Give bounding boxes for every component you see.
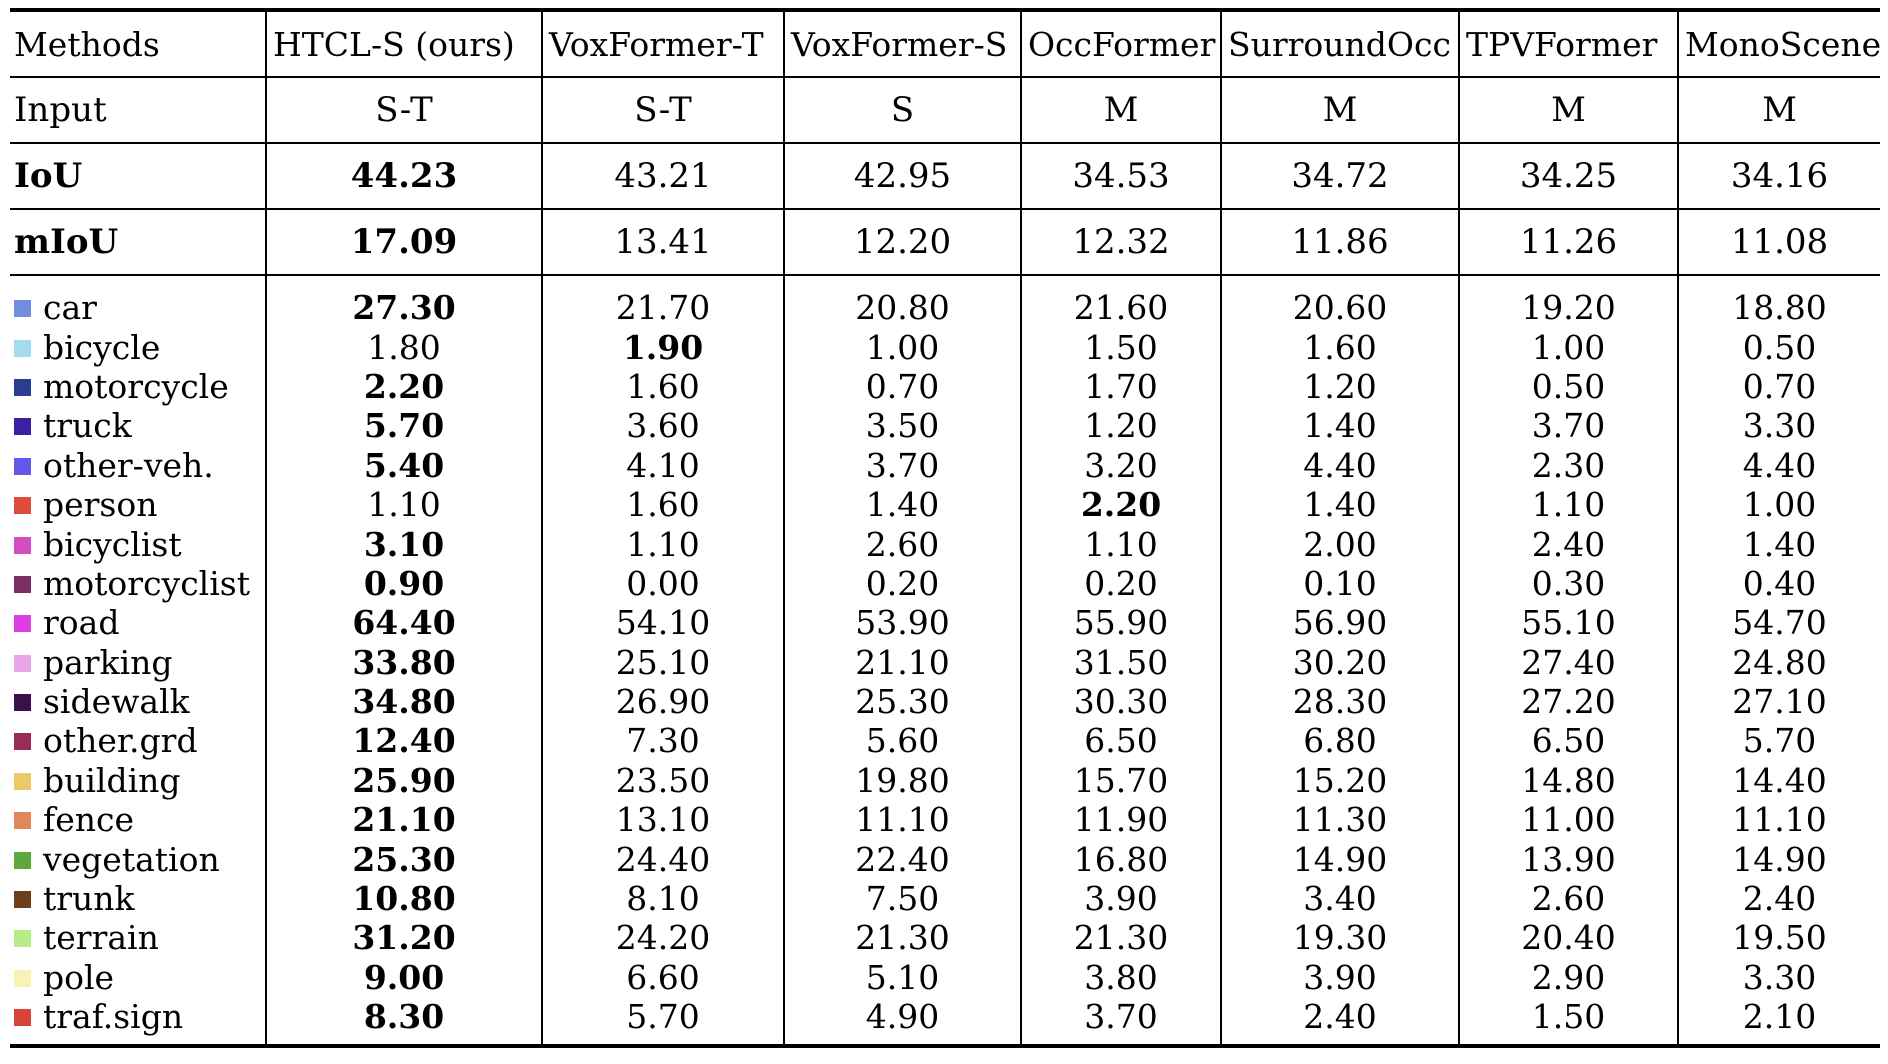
table-cell: 1.60: [542, 485, 784, 524]
table-cell: 2.40: [1678, 879, 1880, 918]
class-row: [10, 682, 1880, 721]
table-cell: 22.40: [784, 839, 1021, 878]
table-cell: M: [1221, 77, 1459, 143]
row-label: IoU: [10, 143, 266, 209]
class-row: [10, 879, 1880, 918]
table-cell: 1.40: [784, 485, 1021, 524]
class-name: traf.sign: [43, 997, 184, 1037]
results-table: [10, 8, 1880, 1048]
class-color-swatch: [14, 733, 31, 750]
method-header: OccFormer: [1021, 10, 1221, 77]
table-cell: 21.70: [542, 275, 784, 327]
table-cell: 16.80: [1021, 839, 1221, 878]
class-color-swatch: [14, 576, 31, 593]
table-cell: 64.40: [266, 603, 542, 642]
table-cell: 5.40: [266, 446, 542, 485]
table-cell: 0.20: [1021, 564, 1221, 603]
class-color-swatch: [14, 852, 31, 869]
table-cell: 2.30: [1459, 446, 1678, 485]
class-label-cell: [10, 997, 266, 1046]
table-cell: 2.20: [1021, 485, 1221, 524]
table-cell: 0.00: [542, 564, 784, 603]
method-header: VoxFormer-T: [542, 10, 784, 77]
input-row: [10, 77, 1880, 143]
class-label-cell: [10, 839, 266, 878]
table-cell: 7.30: [542, 721, 784, 760]
table-cell: 18.80: [1678, 275, 1880, 327]
table-cell: 0.70: [784, 367, 1021, 406]
class-color-swatch: [14, 458, 31, 475]
table-cell: 2.10: [1678, 997, 1880, 1046]
table-cell: 3.70: [1021, 997, 1221, 1046]
table-cell: 11.00: [1459, 800, 1678, 839]
table-cell: 34.53: [1021, 143, 1221, 209]
table-cell: 0.50: [1459, 367, 1678, 406]
table-cell: 1.80: [266, 327, 542, 366]
table-cell: 42.95: [784, 143, 1021, 209]
table-cell: 1.60: [1221, 327, 1459, 366]
table-cell: 25.30: [266, 839, 542, 878]
table-cell: 10.80: [266, 879, 542, 918]
table-cell: 6.60: [542, 958, 784, 997]
table-cell: 34.80: [266, 682, 542, 721]
class-label-cell: [10, 406, 266, 445]
table-cell: 2.40: [1459, 524, 1678, 563]
table-cell: 3.10: [266, 524, 542, 563]
table-cell: 1.40: [1221, 485, 1459, 524]
table-cell: 3.90: [1021, 879, 1221, 918]
class-name: vegetation: [43, 839, 220, 879]
table-cell: 19.80: [784, 761, 1021, 800]
class-label-cell: [10, 879, 266, 918]
table-cell: 4.10: [542, 446, 784, 485]
class-row: [10, 485, 1880, 524]
table-cell: 30.30: [1021, 682, 1221, 721]
table-cell: 7.50: [784, 879, 1021, 918]
table-cell: 33.80: [266, 643, 542, 682]
table-cell: 17.09: [266, 209, 542, 275]
table-cell: 2.90: [1459, 958, 1678, 997]
class-color-swatch: [14, 773, 31, 790]
table-cell: 11.26: [1459, 209, 1678, 275]
table-cell: 1.40: [1221, 406, 1459, 445]
table-cell: 2.40: [1221, 997, 1459, 1046]
class-row: [10, 643, 1880, 682]
table-cell: 15.70: [1021, 761, 1221, 800]
class-row: [10, 327, 1880, 366]
table-cell: 26.90: [542, 682, 784, 721]
table-cell: 2.60: [1459, 879, 1678, 918]
table-cell: 1.00: [1459, 327, 1678, 366]
class-row: [10, 800, 1880, 839]
table-cell: 34.16: [1678, 143, 1880, 209]
table-cell: 14.90: [1221, 839, 1459, 878]
class-name: sidewalk: [43, 682, 190, 722]
table-cell: 1.40: [1678, 524, 1880, 563]
class-label-cell: [10, 564, 266, 603]
table-cell: 27.40: [1459, 643, 1678, 682]
table-cell: S-T: [266, 77, 542, 143]
class-label-cell: [10, 721, 266, 760]
table-cell: 0.90: [266, 564, 542, 603]
table-cell: 1.00: [1678, 485, 1880, 524]
table-cell: 4.90: [784, 997, 1021, 1046]
table-cell: 27.10: [1678, 682, 1880, 721]
class-row: [10, 446, 1880, 485]
table-cell: 14.90: [1678, 839, 1880, 878]
table-cell: S-T: [542, 77, 784, 143]
class-color-swatch: [14, 379, 31, 396]
table-cell: 3.70: [784, 446, 1021, 485]
table-cell: 2.20: [266, 367, 542, 406]
class-name: truck: [43, 406, 132, 446]
table-cell: 11.86: [1221, 209, 1459, 275]
class-name: parking: [43, 642, 173, 682]
class-row: [10, 603, 1880, 642]
class-color-swatch: [14, 655, 31, 672]
table-cell: 27.20: [1459, 682, 1678, 721]
table-cell: 0.40: [1678, 564, 1880, 603]
method-header: HTCL-S (ours): [266, 10, 542, 77]
table-cell: 12.32: [1021, 209, 1221, 275]
table-cell: 1.20: [1221, 367, 1459, 406]
table-cell: 14.80: [1459, 761, 1678, 800]
table-cell: 3.70: [1459, 406, 1678, 445]
table-cell: 0.70: [1678, 367, 1880, 406]
class-label-cell: [10, 918, 266, 957]
table-cell: 5.10: [784, 958, 1021, 997]
table-cell: 3.40: [1221, 879, 1459, 918]
table-cell: 56.90: [1221, 603, 1459, 642]
table-cell: 5.70: [1678, 721, 1880, 760]
class-color-swatch: [14, 537, 31, 554]
class-label-cell: [10, 800, 266, 839]
table-cell: 1.10: [1459, 485, 1678, 524]
miou-row: [10, 209, 1880, 275]
table-cell: 28.30: [1221, 682, 1459, 721]
table-cell: 21.30: [1021, 918, 1221, 957]
class-name: road: [43, 603, 120, 643]
table-cell: 0.10: [1221, 564, 1459, 603]
class-color-swatch: [14, 970, 31, 987]
table-cell: 25.90: [266, 761, 542, 800]
class-label-cell: [10, 682, 266, 721]
row-label: mIoU: [10, 209, 266, 275]
class-row: [10, 367, 1880, 406]
table-cell: 2.60: [784, 524, 1021, 563]
table-cell: 13.90: [1459, 839, 1678, 878]
class-color-swatch: [14, 812, 31, 829]
class-name: bicyclist: [43, 524, 182, 564]
class-name: bicycle: [43, 327, 161, 367]
class-name: other.grd: [43, 721, 198, 761]
table-cell: 3.30: [1678, 958, 1880, 997]
class-row: [10, 406, 1880, 445]
table-cell: 20.80: [784, 275, 1021, 327]
class-name: building: [43, 760, 181, 800]
table-cell: 21.10: [784, 643, 1021, 682]
table-cell: 0.20: [784, 564, 1021, 603]
class-label-cell: [10, 275, 266, 327]
class-label-cell: [10, 603, 266, 642]
class-row: [10, 918, 1880, 957]
table-cell: 2.00: [1221, 524, 1459, 563]
table-cell: 25.30: [784, 682, 1021, 721]
table-cell: 31.50: [1021, 643, 1221, 682]
table-cell: 24.20: [542, 918, 784, 957]
table-cell: 1.10: [1021, 524, 1221, 563]
table-cell: 24.40: [542, 839, 784, 878]
table-cell: 5.70: [266, 406, 542, 445]
class-row: [10, 564, 1880, 603]
table-cell: 34.72: [1221, 143, 1459, 209]
class-label-cell: [10, 761, 266, 800]
class-label-cell: [10, 643, 266, 682]
table-cell: 55.90: [1021, 603, 1221, 642]
table-cell: 8.10: [542, 879, 784, 918]
method-header: TPVFormer: [1459, 10, 1678, 77]
table-cell: 1.20: [1021, 406, 1221, 445]
table-cell: 3.20: [1021, 446, 1221, 485]
method-header: MonoScene: [1678, 10, 1880, 77]
table-cell: 13.10: [542, 800, 784, 839]
table-cell: 27.30: [266, 275, 542, 327]
table-cell: 8.30: [266, 997, 542, 1046]
table-cell: 1.00: [784, 327, 1021, 366]
class-color-swatch: [14, 615, 31, 632]
table-cell: 21.30: [784, 918, 1021, 957]
table-cell: 1.90: [542, 327, 784, 366]
class-label-cell: [10, 367, 266, 406]
class-color-swatch: [14, 930, 31, 947]
table-cell: S: [784, 77, 1021, 143]
class-color-swatch: [14, 891, 31, 908]
table-cell: 12.20: [784, 209, 1021, 275]
class-row: [10, 958, 1880, 997]
iou-row: [10, 143, 1880, 209]
class-color-swatch: [14, 1009, 31, 1026]
class-name: terrain: [43, 918, 159, 958]
table-cell: 3.80: [1021, 958, 1221, 997]
table-cell: 1.60: [542, 367, 784, 406]
class-label-cell: [10, 485, 266, 524]
class-row: [10, 524, 1880, 563]
table-cell: M: [1678, 77, 1880, 143]
table-cell: 25.10: [542, 643, 784, 682]
class-row: [10, 721, 1880, 760]
class-label-cell: [10, 327, 266, 366]
class-name: pole: [43, 957, 115, 997]
table-cell: 11.30: [1221, 800, 1459, 839]
method-header: VoxFormer-S: [784, 10, 1021, 77]
table-cell: 1.70: [1021, 367, 1221, 406]
class-name: fence: [43, 800, 135, 840]
table-cell: 30.20: [1221, 643, 1459, 682]
class-color-swatch: [14, 694, 31, 711]
table-cell: 13.41: [542, 209, 784, 275]
table-cell: 6.80: [1221, 721, 1459, 760]
class-color-swatch: [14, 340, 31, 357]
table-cell: 1.50: [1459, 997, 1678, 1046]
table-cell: 15.20: [1221, 761, 1459, 800]
class-color-swatch: [14, 300, 31, 317]
table-cell: 44.23: [266, 143, 542, 209]
table-cell: 20.60: [1221, 275, 1459, 327]
table-cell: M: [1459, 77, 1678, 143]
table-cell: 4.40: [1221, 446, 1459, 485]
table-cell: 34.25: [1459, 143, 1678, 209]
class-label-cell: [10, 446, 266, 485]
table-cell: 14.40: [1678, 761, 1880, 800]
table-cell: M: [1021, 77, 1221, 143]
class-name: car: [43, 288, 97, 328]
class-name: motorcyclist: [43, 563, 250, 603]
table-cell: 3.30: [1678, 406, 1880, 445]
table-cell: 11.90: [1021, 800, 1221, 839]
class-row: [10, 997, 1880, 1046]
table-cell: 9.00: [266, 958, 542, 997]
table-cell: 23.50: [542, 761, 784, 800]
class-name: trunk: [43, 879, 135, 919]
table-cell: 24.80: [1678, 643, 1880, 682]
class-label-cell: [10, 958, 266, 997]
class-color-swatch: [14, 418, 31, 435]
table-cell: 0.30: [1459, 564, 1678, 603]
table-cell: 19.20: [1459, 275, 1678, 327]
table-cell: 43.21: [542, 143, 784, 209]
table-cell: 3.60: [542, 406, 784, 445]
method-header: SurroundOcc: [1221, 10, 1459, 77]
table-cell: 12.40: [266, 721, 542, 760]
table-cell: 20.40: [1459, 918, 1678, 957]
table-cell: 53.90: [784, 603, 1021, 642]
table-cell: 5.60: [784, 721, 1021, 760]
table-cell: 31.20: [266, 918, 542, 957]
table-cell: 21.60: [1021, 275, 1221, 327]
table-cell: 4.40: [1678, 446, 1880, 485]
class-color-swatch: [14, 497, 31, 514]
class-label-cell: [10, 524, 266, 563]
methods-header: Methods: [10, 10, 266, 77]
header-row: [10, 10, 1880, 77]
table-cell: 19.30: [1221, 918, 1459, 957]
table-cell: 54.10: [542, 603, 784, 642]
class-name: motorcycle: [43, 366, 229, 406]
table-cell: 1.10: [542, 524, 784, 563]
table-cell: 1.10: [266, 485, 542, 524]
table-cell: 21.10: [266, 800, 542, 839]
table-cell: 3.90: [1221, 958, 1459, 997]
table-cell: 0.50: [1678, 327, 1880, 366]
class-row: [10, 275, 1880, 327]
table-cell: 11.08: [1678, 209, 1880, 275]
table-cell: 19.50: [1678, 918, 1880, 957]
table-cell: 54.70: [1678, 603, 1880, 642]
table-cell: 11.10: [1678, 800, 1880, 839]
class-name: other-veh.: [43, 445, 214, 485]
table-cell: 3.50: [784, 406, 1021, 445]
table-cell: 11.10: [784, 800, 1021, 839]
class-row: [10, 761, 1880, 800]
table-cell: 6.50: [1459, 721, 1678, 760]
table-cell: 6.50: [1021, 721, 1221, 760]
table-cell: 1.50: [1021, 327, 1221, 366]
class-row: [10, 839, 1880, 878]
table-cell: 5.70: [542, 997, 784, 1046]
table-cell: 55.10: [1459, 603, 1678, 642]
row-label: Input: [10, 77, 266, 143]
class-name: person: [43, 485, 158, 525]
